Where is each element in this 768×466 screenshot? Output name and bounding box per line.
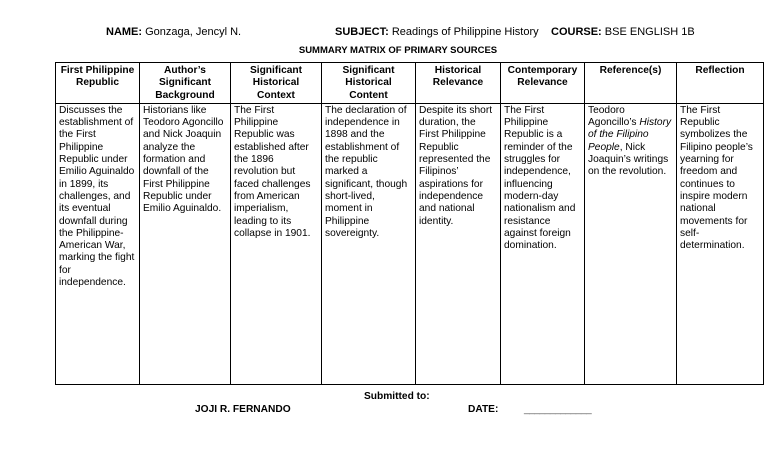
cell-reflection: The First Republic symbolizes the Filipino people’s yearning for freedom and continues to inspire modern national movements for self-determination. — [677, 103, 764, 384]
submitted-to-label: Submitted to: — [364, 391, 430, 402]
subject-label: SUBJECT: — [335, 26, 389, 38]
cell-historical-content: The declaration of independence in 1898 and the establishment of the republic marked a significant, though short-lived, moment in Philippine sovereignty. — [322, 103, 416, 384]
cell-author-background: Historians like Teodoro Agoncillo and Nick Joaquin analyze the formation and downfall of the First Philippine Republic under Emilio Aguinaldo. — [140, 103, 231, 384]
cell-historical-relevance: Despite its short duration, the First Philippine Republic represented the Filipinos’ aspirations for independence and national identity. — [416, 103, 501, 384]
reference-rest: , Nick Joaquin’s writings on the revolution. — [588, 141, 669, 178]
table-header-row — [56, 63, 764, 104]
cell-summary: Discusses the establishment of the First Philippine Republic under Emilio Aguinaldo in 1899, its challenges, and its eventual downfall during the Philippine-American War, marking the fight for independence. — [56, 103, 140, 384]
course-label: COURSE: — [551, 26, 602, 38]
header-info — [0, 26, 768, 40]
name-label: NAME: — [106, 26, 143, 38]
col-header-historical-content: Significant Historical Content — [322, 63, 416, 104]
col-header-historical-context: Significant Historical Context — [231, 63, 322, 104]
reference-book-title: History of the Filipino People — [588, 117, 672, 153]
col-header-first-philippine-republic: First Philippine Republic — [56, 63, 140, 104]
col-header-reflection: Reflection — [677, 63, 764, 104]
table-row — [56, 103, 764, 384]
document-title: SUMMARY MATRIX OF PRIMARY SOURCES — [298, 45, 498, 56]
subject-value: Readings of Philippine History — [391, 26, 539, 38]
col-header-historical-relevance: Historical Relevance — [416, 63, 501, 104]
name-field — [106, 26, 241, 38]
col-header-references: Reference(s) — [585, 63, 677, 104]
col-header-contemporary-relevance: Contemporary Relevance — [501, 63, 585, 104]
summary-matrix-table — [55, 62, 764, 385]
course-value: BSE ENGLISH 1B — [604, 26, 695, 38]
subject-field — [335, 26, 539, 38]
course-field — [551, 26, 695, 38]
submitted-to-name: JOJI R. FERNANDO — [195, 404, 291, 415]
cell-references — [585, 103, 677, 384]
date-blank-line: _____________ — [524, 404, 592, 415]
reference-author: Teodoro Agoncillo’s — [588, 104, 637, 129]
name-value: Gonzaga, Jencyl N. — [145, 26, 242, 38]
date-label: DATE: — [468, 404, 499, 415]
cell-historical-context: The First Philippine Republic was established after the 1896 revolution but faced challenges from American imperialism, leading to its collapse in 1901. — [231, 103, 322, 384]
cell-contemporary-relevance: The First Philippine Republic is a reminder of the struggles for independence, influencing modern-day nationalism and resistance against foreign domination. — [501, 103, 585, 384]
col-header-author-background: Author’s Significant Background — [140, 63, 231, 104]
